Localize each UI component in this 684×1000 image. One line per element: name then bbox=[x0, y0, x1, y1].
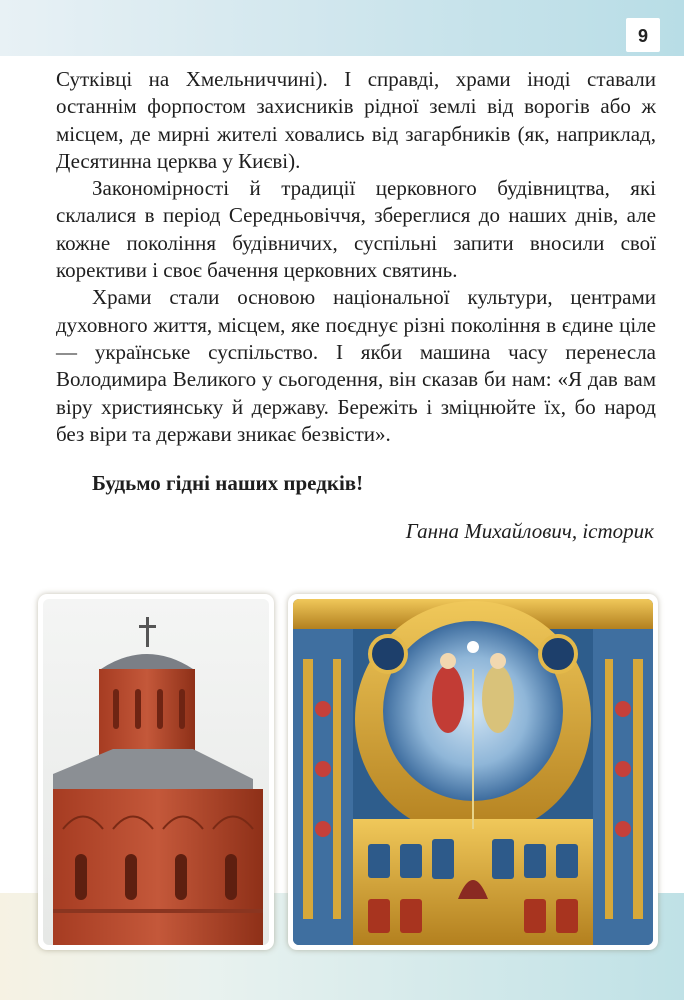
paragraph-2: Закономірності й традиції церковного будівництва, які склалися в період Середньовіччя, збереглися до наших днів, але кожне покоління будівничих, суспільні запити вносили свої корективи і своє бачення церковних святинь. bbox=[56, 176, 656, 283]
header-band bbox=[0, 0, 684, 56]
page-number: 9 bbox=[626, 18, 660, 52]
paragraph-3: Храми стали основою національної культури, центрами духовного життя, місцем, яке поєднує різні покоління в єдине ціле — українське суспільство. І якби машина часу перенесла Володимира Великого у сьогодення, він сказав би нам: «Я дав вам віру християнську й державу. Бережіть і зміцнюйте їх, бо народ без віри та держави зникає безвісти». bbox=[56, 285, 656, 446]
cathedral-interior-image bbox=[293, 599, 653, 945]
paragraph-1: Сутківці на Хмельниччині). І справді, храми іноді ставали останнім форпостом захисників рідної землі від ворогів або ж місцем, де мирні жителі ховались від загарбників (як, наприклад, Десятинна церква у Києві). bbox=[56, 67, 656, 173]
article-text bbox=[56, 66, 656, 448]
church-exterior-photo bbox=[38, 594, 274, 950]
cathedral-interior-photo bbox=[288, 594, 658, 950]
church-exterior-image bbox=[43, 599, 269, 945]
motto-text: Будьмо гідні наших предків! bbox=[92, 471, 364, 495]
author-signature: Ганна Михайлович, історик bbox=[405, 519, 654, 543]
